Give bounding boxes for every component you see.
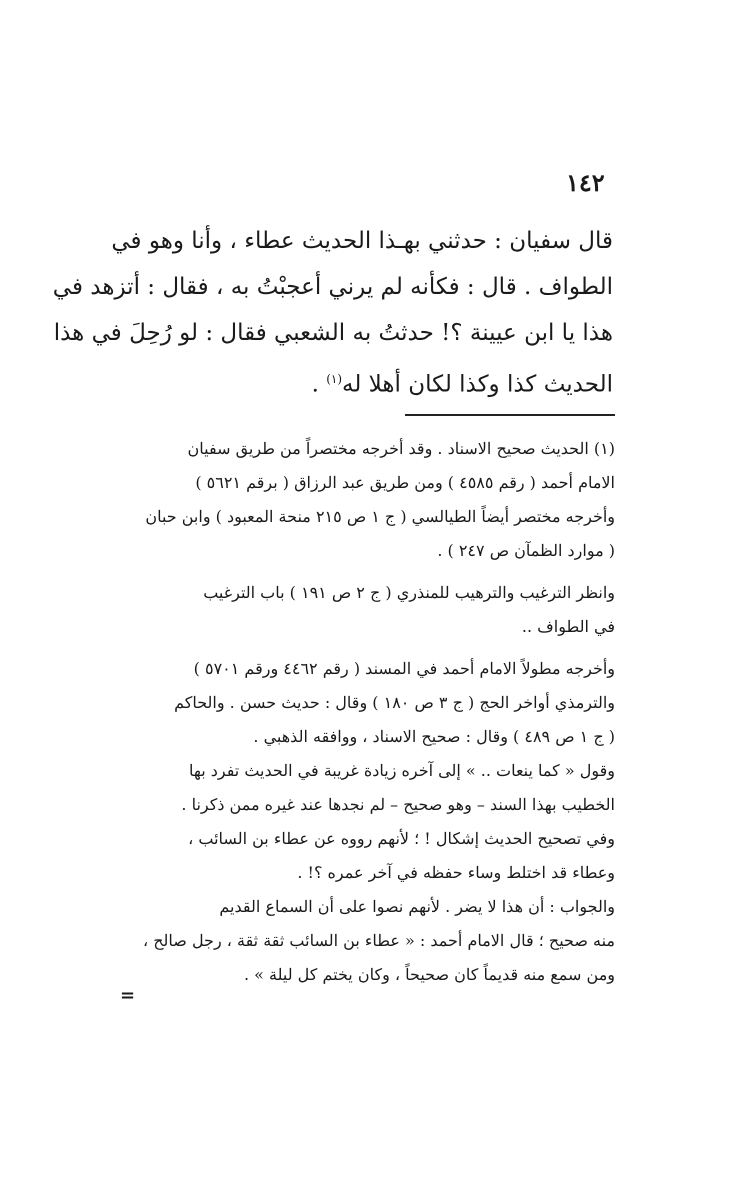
footnote-line: وانظر الترغيب والترهيب للمنذري ( ج ٢ ص ١٩١ ) باب الترغيب xyxy=(203,583,615,602)
main-line: الطواف . قال : فكأنه لم يرني أعجبْتُ به ، فقال : أتزهد في xyxy=(52,274,613,300)
main-line: هذا يا ابن عيينة ؟! حدثتُ به الشعبي فقال : لو رُحِلَ في هذا xyxy=(53,320,613,346)
main-line: قال سفيان : حدثني بهـذا الحديث عطاء ، وأنا وهو في xyxy=(111,228,613,254)
footnote-line: وقول « كما ينعات .. » إلى آخره زيادة غريبة في الحديث تفرد بها xyxy=(188,761,615,780)
footnote-line: ( ج ١ ص ٤٨٩ ) وقال : صحيح الاسناد ، ووافقه الذهبي . xyxy=(253,727,615,746)
footnote-line: والجواب : أن هذا لا يضر . لأنهم نصوا على أن السماع القديم xyxy=(219,897,615,916)
footnote-divider xyxy=(405,414,615,416)
footnote-line: وعطاء قد اختلط وساء حفظه في آخر عمره ؟! . xyxy=(297,863,615,882)
main-line-last xyxy=(93,356,613,408)
footnote-line: الامام أحمد ( رقم ٤٥٨٥ ) ومن طريق عبد الرزاق ( برقم ٥٦٢١ ) xyxy=(195,473,615,492)
footnote-line: وأخرجه مختصر أيضاً الطيالسي ( ج ١ ص ٢١٥ منحة المعبود ) وابن حبان xyxy=(145,507,615,526)
footnote-line: والترمذي أواخر الحج ( ج ٣ ص ١٨٠ ) وقال : حديث حسن . والحاكم xyxy=(174,693,615,712)
main-line-end: . xyxy=(311,371,327,398)
main-text xyxy=(52,218,613,408)
footnote-line: وأخرجه مطولاً الامام أحمد في المسند ( رقم ٤٤٦٢ ورقم ٥٧٠١ ) xyxy=(193,659,615,678)
footnote-line: (١) الحديث صحيح الاسناد . وقد أخرجه مختصراً من طريق سفيان xyxy=(187,439,615,458)
footnote-line: في الطواف .. xyxy=(521,617,615,636)
continuation-mark: = xyxy=(120,985,136,1006)
footnote-line: ومن سمع منه قديماً كان صحيحاً ، وكان يختم كل ليلة » . xyxy=(243,965,615,984)
footnote-reference: (١) xyxy=(326,372,343,386)
paragraph-gap xyxy=(95,568,615,576)
footnote-line: منه صحيح ؛ قال الامام أحمد : « عطاء بن السائب ثقة ثقة ، رجل صالح ، xyxy=(142,931,615,950)
page-number: ١٤٢ xyxy=(566,168,605,197)
paragraph-gap xyxy=(95,644,615,652)
footnotes xyxy=(95,432,615,992)
footnote-line: ( موارد الظمآن ص ٢٤٧ ) . xyxy=(437,541,615,560)
footnote-line: الخطيب بهذا السند – وهو صحيح – لم نجدها عند غيره ممن ذكرنا . xyxy=(181,795,615,814)
main-line-text: الحديث كذا وكذا لكان أهلا له xyxy=(342,371,613,398)
footnote-line: وفي تصحيح الحديث إشكال ! ؛ لأنهم رووه عن عطاء بن السائب ، xyxy=(188,829,615,848)
